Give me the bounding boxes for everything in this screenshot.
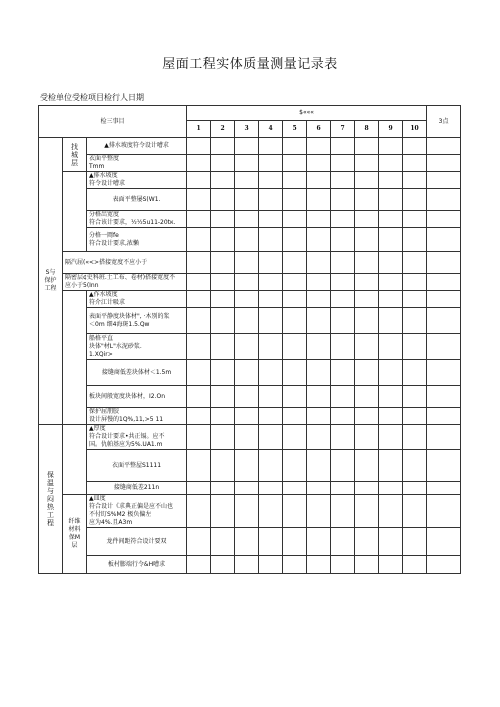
table-row bbox=[39, 482, 461, 495]
measure-cell[interactable] bbox=[187, 228, 211, 252]
measure-cell[interactable] bbox=[331, 189, 355, 211]
measure-cell[interactable] bbox=[187, 291, 211, 308]
measure-cell[interactable] bbox=[403, 274, 427, 291]
measure-cell[interactable] bbox=[283, 556, 307, 574]
measure-cell[interactable] bbox=[403, 252, 427, 274]
measure-cell[interactable] bbox=[379, 155, 403, 172]
measure-cell[interactable] bbox=[331, 495, 355, 528]
measure-cell[interactable] bbox=[355, 308, 379, 334]
measure-cell[interactable] bbox=[259, 228, 283, 252]
measure-cell[interactable] bbox=[307, 155, 331, 172]
measure-cell[interactable] bbox=[259, 155, 283, 172]
measure-cell[interactable] bbox=[259, 482, 283, 495]
measure-cell[interactable] bbox=[283, 450, 307, 482]
measure-cell[interactable] bbox=[379, 386, 403, 408]
table-row bbox=[39, 252, 461, 274]
measure-cell[interactable] bbox=[283, 528, 307, 556]
table-row bbox=[39, 228, 461, 252]
measure-cell[interactable] bbox=[187, 408, 211, 425]
measure-cell[interactable] bbox=[331, 360, 355, 386]
measure-cell[interactable] bbox=[259, 308, 283, 334]
header-point-2: 2 bbox=[211, 121, 235, 138]
table-row bbox=[39, 172, 461, 189]
measure-cell[interactable] bbox=[355, 252, 379, 274]
measure-cell[interactable] bbox=[331, 334, 355, 360]
measure-cell[interactable] bbox=[187, 189, 211, 211]
measure-cell[interactable] bbox=[331, 528, 355, 556]
measure-cell[interactable] bbox=[307, 360, 331, 386]
measure-cell[interactable] bbox=[235, 189, 259, 211]
measure-cell[interactable] bbox=[379, 252, 403, 274]
measure-cell[interactable] bbox=[211, 386, 235, 408]
measure-cell[interactable] bbox=[307, 450, 331, 482]
measure-cell[interactable] bbox=[355, 172, 379, 189]
measure-cell[interactable] bbox=[379, 495, 403, 528]
measure-cell[interactable] bbox=[211, 450, 235, 482]
measure-cell[interactable] bbox=[235, 556, 259, 574]
header-point-1: 1 bbox=[187, 121, 211, 138]
measure-cell[interactable] bbox=[259, 211, 283, 228]
measure-cell[interactable] bbox=[307, 495, 331, 528]
measure-cell[interactable] bbox=[331, 450, 355, 482]
subgroup-blank bbox=[63, 291, 87, 425]
measure-cell[interactable] bbox=[283, 360, 307, 386]
measure-cell[interactable] bbox=[307, 482, 331, 495]
measure-cell[interactable] bbox=[355, 274, 379, 291]
measure-cell[interactable] bbox=[211, 155, 235, 172]
measure-cell[interactable] bbox=[211, 211, 235, 228]
measure-cell[interactable] bbox=[211, 172, 235, 189]
check-item-8: 隔密层¢史科班.土工布、卷材)搭接宽度不 应小于5(Inn bbox=[63, 274, 187, 291]
measure-cell[interactable] bbox=[211, 274, 235, 291]
measure-cell[interactable] bbox=[259, 274, 283, 291]
measure-cell[interactable] bbox=[307, 189, 331, 211]
measure-cell[interactable] bbox=[259, 334, 283, 360]
measure-cell[interactable] bbox=[259, 450, 283, 482]
check-item-11: 船格平直 块体"材L"水泥砂浆. 1.XQir> bbox=[87, 334, 187, 360]
measure-cell[interactable] bbox=[187, 360, 211, 386]
page-title: 屋面工程实体质量测量记录表 bbox=[162, 57, 338, 72]
measure-cell[interactable] bbox=[187, 425, 211, 450]
check-item-3: ▲排水坡度 符令设计嘈求 bbox=[87, 172, 187, 189]
measure-cell[interactable] bbox=[307, 556, 331, 574]
measure-cell[interactable] bbox=[211, 228, 235, 252]
measure-cell[interactable] bbox=[211, 408, 235, 425]
table-row bbox=[39, 450, 461, 482]
measure-cell[interactable] bbox=[379, 528, 403, 556]
measure-cell[interactable] bbox=[259, 172, 283, 189]
measure-cell[interactable] bbox=[307, 252, 331, 274]
measure-cell[interactable] bbox=[259, 189, 283, 211]
measure-cell[interactable] bbox=[331, 482, 355, 495]
measure-cell[interactable] bbox=[211, 308, 235, 334]
table-row bbox=[39, 495, 461, 528]
measure-cell[interactable] bbox=[307, 228, 331, 252]
measure-cell[interactable] bbox=[307, 408, 331, 425]
measure-cell[interactable] bbox=[235, 291, 259, 308]
measure-cell[interactable] bbox=[355, 155, 379, 172]
measure-cell[interactable] bbox=[235, 450, 259, 482]
header-point-6: 6 bbox=[307, 121, 331, 138]
measure-cell[interactable] bbox=[283, 189, 307, 211]
measure-cell[interactable] bbox=[403, 172, 427, 189]
measure-cell[interactable] bbox=[355, 528, 379, 556]
check-item-6: 分格一岡fe 符合设计要求,浓懶 bbox=[87, 228, 187, 252]
extra-cell[interactable] bbox=[427, 360, 461, 386]
table-row bbox=[39, 556, 461, 574]
measure-cell[interactable] bbox=[403, 495, 427, 528]
measure-cell[interactable] bbox=[403, 334, 427, 360]
measure-cell[interactable] bbox=[379, 211, 403, 228]
subgroup-label-2: 纤维 材料 保M 层 bbox=[63, 495, 87, 574]
extra-cell[interactable] bbox=[427, 274, 461, 291]
measure-cell[interactable] bbox=[283, 425, 307, 450]
measure-cell[interactable] bbox=[187, 334, 211, 360]
table-row bbox=[39, 528, 461, 556]
check-item-1: ▲排水坡度符令设计嘈求 bbox=[87, 138, 187, 155]
extra-cell[interactable] bbox=[427, 425, 461, 450]
extra-cell[interactable] bbox=[427, 252, 461, 274]
inspection-info-line: 受检单位受检项目检行人日期 bbox=[40, 93, 144, 102]
table-row bbox=[39, 386, 461, 408]
measure-cell[interactable] bbox=[307, 172, 331, 189]
header-points: $««« bbox=[187, 106, 427, 121]
measure-cell[interactable] bbox=[283, 408, 307, 425]
measure-cell[interactable] bbox=[283, 495, 307, 528]
measure-cell[interactable] bbox=[211, 556, 235, 574]
measure-cell[interactable] bbox=[283, 308, 307, 334]
table-row bbox=[39, 334, 461, 360]
measure-cell[interactable] bbox=[283, 155, 307, 172]
measure-cell[interactable] bbox=[211, 252, 235, 274]
measure-cell[interactable] bbox=[379, 274, 403, 291]
measure-cell[interactable] bbox=[235, 274, 259, 291]
measure-cell[interactable] bbox=[211, 528, 235, 556]
extra-cell[interactable] bbox=[427, 138, 461, 155]
measure-cell[interactable] bbox=[403, 528, 427, 556]
measure-cell[interactable] bbox=[355, 138, 379, 155]
measure-cell[interactable] bbox=[235, 138, 259, 155]
measure-cell[interactable] bbox=[379, 308, 403, 334]
measure-cell[interactable] bbox=[187, 252, 211, 274]
measure-cell[interactable] bbox=[403, 408, 427, 425]
measure-cell[interactable] bbox=[235, 334, 259, 360]
measure-cell[interactable] bbox=[211, 189, 235, 211]
measure-cell[interactable] bbox=[211, 495, 235, 528]
check-item-19: 龙件间距符合设计要双 bbox=[87, 528, 187, 556]
header-extra: 3点 bbox=[427, 106, 461, 138]
measure-cell[interactable] bbox=[379, 138, 403, 155]
measure-cell[interactable] bbox=[283, 334, 307, 360]
measure-cell[interactable] bbox=[235, 228, 259, 252]
measure-cell[interactable] bbox=[259, 528, 283, 556]
measure-cell[interactable] bbox=[355, 408, 379, 425]
measure-cell[interactable] bbox=[187, 450, 211, 482]
measure-cell[interactable] bbox=[331, 155, 355, 172]
measure-cell[interactable] bbox=[355, 228, 379, 252]
measure-cell[interactable] bbox=[379, 360, 403, 386]
measure-cell[interactable] bbox=[259, 408, 283, 425]
measure-cell[interactable] bbox=[307, 274, 331, 291]
group-label-2: 保温与闷热工程 bbox=[39, 425, 63, 574]
measure-cell[interactable] bbox=[379, 425, 403, 450]
header-point-3: 3 bbox=[235, 121, 259, 138]
measure-cell[interactable] bbox=[307, 425, 331, 450]
check-item-12: 接缝商低差块体材＜1.5m bbox=[87, 360, 187, 386]
measure-cell[interactable] bbox=[259, 495, 283, 528]
measure-cell[interactable] bbox=[283, 252, 307, 274]
measure-cell[interactable] bbox=[379, 291, 403, 308]
table-row bbox=[39, 274, 461, 291]
measure-cell[interactable] bbox=[403, 425, 427, 450]
subgroup-blank bbox=[63, 425, 87, 495]
table-row bbox=[39, 189, 461, 211]
measure-cell[interactable] bbox=[307, 334, 331, 360]
header-point-10: 10 bbox=[403, 121, 427, 138]
measure-cell[interactable] bbox=[187, 386, 211, 408]
measure-cell[interactable] bbox=[187, 528, 211, 556]
measure-cell[interactable] bbox=[355, 450, 379, 482]
measure-cell[interactable] bbox=[355, 211, 379, 228]
measure-cell[interactable] bbox=[379, 189, 403, 211]
measure-cell[interactable] bbox=[379, 334, 403, 360]
measure-cell[interactable] bbox=[211, 291, 235, 308]
measure-cell[interactable] bbox=[331, 408, 355, 425]
measure-cell[interactable] bbox=[379, 450, 403, 482]
measure-cell[interactable] bbox=[235, 528, 259, 556]
measure-cell[interactable] bbox=[307, 386, 331, 408]
header-point-7: 7 bbox=[331, 121, 355, 138]
measure-cell[interactable] bbox=[331, 386, 355, 408]
subgroup-label-1: 找城层 bbox=[63, 138, 87, 172]
check-item-15: ▲厚度 符合设计要求•共正镉。应不 国。仇帕基应为5%.UA1.m bbox=[87, 425, 187, 450]
measure-cell[interactable] bbox=[355, 482, 379, 495]
measure-cell[interactable] bbox=[379, 228, 403, 252]
measure-cell[interactable] bbox=[403, 556, 427, 574]
extra-cell[interactable] bbox=[427, 450, 461, 482]
table-row bbox=[39, 425, 461, 450]
measure-cell[interactable] bbox=[379, 556, 403, 574]
extra-cell[interactable] bbox=[427, 386, 461, 408]
measure-cell[interactable] bbox=[403, 482, 427, 495]
measure-cell[interactable] bbox=[331, 556, 355, 574]
measure-cell[interactable] bbox=[283, 386, 307, 408]
measure-cell[interactable] bbox=[235, 211, 259, 228]
subgroup-blank bbox=[63, 172, 87, 252]
measure-cell[interactable] bbox=[211, 138, 235, 155]
measure-cell[interactable] bbox=[283, 138, 307, 155]
check-item-20: 板村膨端行令&H嘈求 bbox=[87, 556, 187, 574]
measure-cell[interactable] bbox=[187, 155, 211, 172]
measure-cell[interactable] bbox=[355, 334, 379, 360]
measure-cell[interactable] bbox=[403, 189, 427, 211]
measure-cell[interactable] bbox=[259, 360, 283, 386]
measure-cell[interactable] bbox=[403, 211, 427, 228]
measure-cell[interactable] bbox=[235, 482, 259, 495]
measure-cell[interactable] bbox=[331, 252, 355, 274]
measure-cell[interactable] bbox=[331, 172, 355, 189]
extra-cell[interactable] bbox=[427, 334, 461, 360]
measure-cell[interactable] bbox=[187, 138, 211, 155]
check-item-4: 表面平整屡S(W1. bbox=[87, 189, 187, 211]
measure-cell[interactable] bbox=[331, 228, 355, 252]
table-row bbox=[39, 291, 461, 308]
table-row bbox=[39, 360, 461, 386]
check-item-7: 隔汽屈(«<>搭接宽度不应小于 bbox=[63, 252, 187, 274]
table-row bbox=[39, 138, 461, 155]
measure-cell[interactable] bbox=[331, 291, 355, 308]
header-point-5: 5 bbox=[283, 121, 307, 138]
measure-cell[interactable] bbox=[187, 274, 211, 291]
extra-cell[interactable] bbox=[427, 291, 461, 308]
measure-cell[interactable] bbox=[235, 495, 259, 528]
measurement-table bbox=[38, 105, 461, 574]
measure-cell[interactable] bbox=[331, 274, 355, 291]
measure-cell[interactable] bbox=[235, 252, 259, 274]
check-item-17: 接缝商低差211n bbox=[87, 482, 187, 495]
extra-cell[interactable] bbox=[427, 495, 461, 528]
header-point-9: 9 bbox=[379, 121, 403, 138]
extra-cell[interactable] bbox=[427, 408, 461, 425]
header-point-8: 8 bbox=[355, 121, 379, 138]
measure-cell[interactable] bbox=[403, 450, 427, 482]
measure-cell[interactable] bbox=[187, 308, 211, 334]
measure-cell[interactable] bbox=[211, 334, 235, 360]
measure-cell[interactable] bbox=[307, 291, 331, 308]
measure-cell[interactable] bbox=[403, 228, 427, 252]
extra-cell[interactable] bbox=[427, 482, 461, 495]
measure-cell[interactable] bbox=[355, 189, 379, 211]
measure-cell[interactable] bbox=[235, 360, 259, 386]
group-label-1: S与 保护 工程 bbox=[39, 138, 63, 425]
extra-cell[interactable] bbox=[427, 189, 461, 211]
extra-cell[interactable] bbox=[427, 528, 461, 556]
header-point-4: 4 bbox=[259, 121, 283, 138]
measure-cell[interactable] bbox=[307, 211, 331, 228]
extra-cell[interactable] bbox=[427, 308, 461, 334]
measure-cell[interactable] bbox=[307, 138, 331, 155]
measure-cell[interactable] bbox=[187, 482, 211, 495]
table-row bbox=[39, 408, 461, 425]
table-row bbox=[39, 211, 461, 228]
measure-cell[interactable] bbox=[187, 556, 211, 574]
measure-cell[interactable] bbox=[211, 482, 235, 495]
measure-cell[interactable] bbox=[355, 495, 379, 528]
measure-cell[interactable] bbox=[355, 556, 379, 574]
measure-cell[interactable] bbox=[283, 172, 307, 189]
check-item-16: 衣面平整屋S1111 bbox=[87, 450, 187, 482]
measure-cell[interactable] bbox=[307, 308, 331, 334]
measure-cell[interactable] bbox=[235, 155, 259, 172]
measure-cell[interactable] bbox=[331, 425, 355, 450]
header-item: 检三事目 bbox=[39, 106, 187, 138]
measure-cell[interactable] bbox=[187, 495, 211, 528]
check-item-9: ▲作水坡度 符介江计吸求 bbox=[87, 291, 187, 308]
extra-cell[interactable] bbox=[427, 556, 461, 574]
measure-cell[interactable] bbox=[259, 138, 283, 155]
measure-cell[interactable] bbox=[259, 425, 283, 450]
measure-cell[interactable] bbox=[259, 386, 283, 408]
measure-cell[interactable] bbox=[403, 308, 427, 334]
measure-cell[interactable] bbox=[355, 291, 379, 308]
measure-cell[interactable] bbox=[211, 360, 235, 386]
measure-cell[interactable] bbox=[283, 274, 307, 291]
measure-cell[interactable] bbox=[379, 172, 403, 189]
measure-cell[interactable] bbox=[307, 528, 331, 556]
measure-cell[interactable] bbox=[187, 172, 211, 189]
measure-cell[interactable] bbox=[283, 482, 307, 495]
check-item-18: ▲皿度 符合设计《求典正偏是应不山也 不付盯S%M2 极负偏左 应为4%.且A3m bbox=[87, 495, 187, 528]
measure-cell[interactable] bbox=[235, 386, 259, 408]
measure-cell[interactable] bbox=[379, 408, 403, 425]
measure-cell[interactable] bbox=[235, 408, 259, 425]
measure-cell[interactable] bbox=[259, 252, 283, 274]
extra-cell[interactable] bbox=[427, 155, 461, 172]
check-item-10: 表面平静度块体材", ·木别的浆 ＜0m 细4海斑1.5.Qw bbox=[87, 308, 187, 334]
check-item-14: 保护屈朋胶 设计屏慢的1Q%,11,>5 11 bbox=[87, 408, 187, 425]
measure-cell[interactable] bbox=[403, 291, 427, 308]
measure-cell[interactable] bbox=[283, 291, 307, 308]
measure-cell[interactable] bbox=[331, 308, 355, 334]
measure-cell[interactable] bbox=[283, 211, 307, 228]
measure-cell[interactable] bbox=[211, 425, 235, 450]
measure-cell[interactable] bbox=[331, 138, 355, 155]
measure-cell[interactable] bbox=[403, 360, 427, 386]
measure-cell[interactable] bbox=[283, 228, 307, 252]
measure-cell[interactable] bbox=[259, 291, 283, 308]
measure-cell[interactable] bbox=[355, 425, 379, 450]
measure-cell[interactable] bbox=[235, 308, 259, 334]
extra-cell[interactable] bbox=[427, 211, 461, 228]
extra-cell[interactable] bbox=[427, 172, 461, 189]
measure-cell[interactable] bbox=[379, 482, 403, 495]
measure-cell[interactable] bbox=[355, 360, 379, 386]
measure-cell[interactable] bbox=[331, 211, 355, 228]
check-item-13: 板块间般宽度块体材，I2.On bbox=[87, 386, 187, 408]
measure-cell[interactable] bbox=[187, 211, 211, 228]
check-item-5: 分格岀宽度 符合该计要求，½½5u11-20tк. bbox=[87, 211, 187, 228]
measure-cell[interactable] bbox=[403, 155, 427, 172]
measure-cell[interactable] bbox=[235, 172, 259, 189]
measure-cell[interactable] bbox=[235, 425, 259, 450]
measure-cell[interactable] bbox=[403, 386, 427, 408]
check-item-2: 衣面平整度 Tmm bbox=[87, 155, 187, 172]
measure-cell[interactable] bbox=[355, 386, 379, 408]
measure-cell[interactable] bbox=[403, 138, 427, 155]
measure-cell[interactable] bbox=[259, 556, 283, 574]
table-row bbox=[39, 308, 461, 334]
extra-cell[interactable] bbox=[427, 228, 461, 252]
table-row bbox=[39, 155, 461, 172]
